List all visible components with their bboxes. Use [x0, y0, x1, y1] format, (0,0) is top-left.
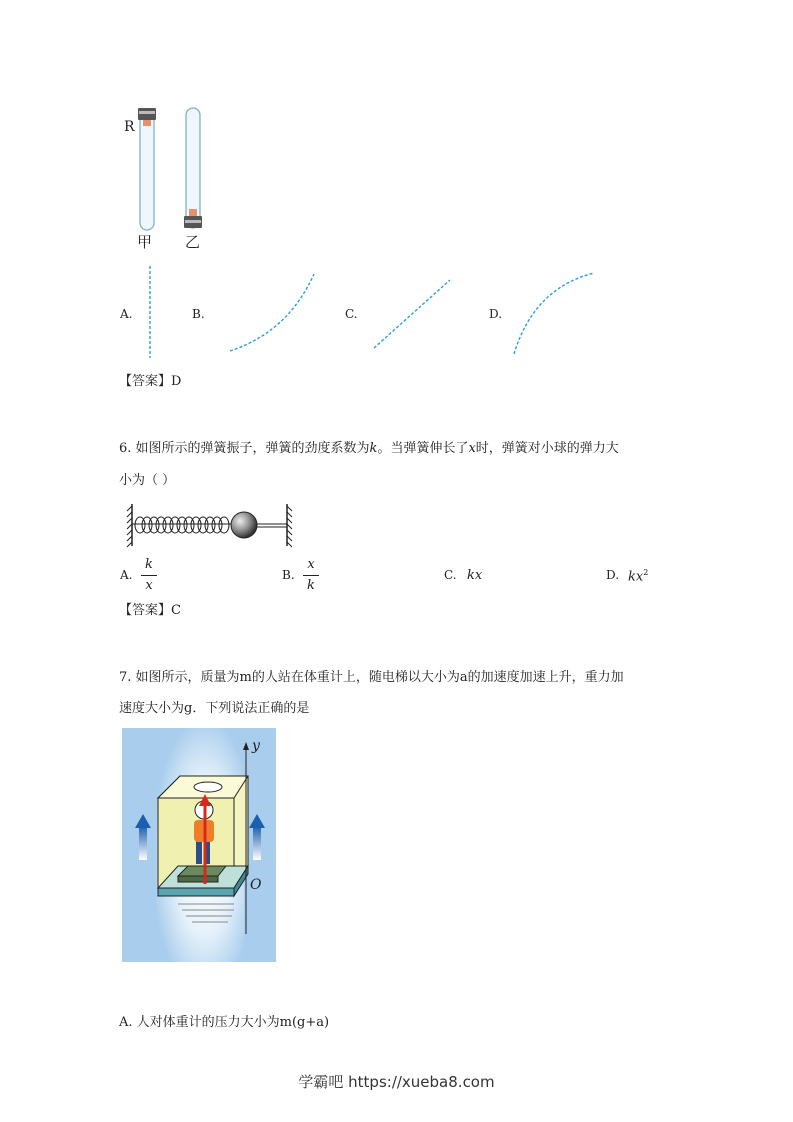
q5-option-c: C.	[345, 307, 358, 321]
curve-c	[374, 280, 450, 348]
q6-var-x: x	[468, 441, 476, 456]
q7-question-line1: 7. 如图所示，质量为m的人站在体重计上，随电梯以大小为a的加速度加速上升，重力加	[119, 670, 624, 685]
q6-option-c-value: kx	[467, 568, 483, 583]
q6-option-a-denominator: x	[145, 578, 153, 593]
q6-option-a-numerator: k	[145, 557, 153, 572]
label-yi: 乙	[185, 233, 201, 251]
curve-b	[230, 274, 314, 351]
q5-answer: 【答案】D	[119, 374, 182, 389]
elevator-figure	[122, 728, 276, 962]
q6-option-d-exponent: 2	[643, 568, 649, 577]
q6-text-mid: 。当弹簧伸长了	[377, 441, 469, 456]
q6-option-a-fraction	[141, 557, 157, 594]
q6-question-line1	[119, 437, 619, 456]
q7-question-line2: 速度大小为g．下列说法正确的是	[119, 701, 310, 716]
q6-option-d-value	[628, 569, 648, 583]
q5-option-a: A.	[120, 307, 133, 321]
q6-var-k: k	[369, 441, 378, 456]
label-jia: 甲	[137, 233, 153, 251]
q6-option-b-numerator: x	[307, 557, 315, 572]
q6-text-prefix: 6. 如图所示的弹簧振子，弹簧的劲度系数为	[119, 441, 370, 456]
q6-option-d-label: D.	[606, 568, 620, 582]
tube-jia-block	[143, 120, 151, 126]
q6-option-b-label: B.	[282, 568, 295, 582]
q6-question-line2: 小为（ ）	[119, 473, 176, 488]
tube-jia	[140, 110, 154, 230]
q6-text-suffix: 时，弹簧对小球的弹力大	[475, 441, 619, 456]
q5-option-b: B.	[192, 307, 205, 321]
curve-d	[514, 273, 594, 354]
ball	[231, 512, 257, 538]
axis-o-label: O	[250, 877, 262, 893]
fraction-bar	[303, 575, 319, 576]
q5-option-d: D.	[489, 307, 503, 321]
fraction-bar	[141, 575, 157, 576]
axis-y-label: y	[252, 738, 260, 754]
spring-oscillator-figure	[124, 500, 296, 552]
footer-watermark: 学霸吧 https://xueba8.com	[298, 1073, 495, 1091]
q6-option-b-denominator: k	[307, 578, 315, 593]
q6-answer: 【答案】C	[119, 603, 181, 618]
q7-option-a: A. 人对体重计的压力大小为m(g+a)	[119, 1015, 330, 1030]
q6-option-b-fraction	[303, 557, 319, 594]
tube-yi-block	[189, 209, 197, 216]
label-r: R	[124, 119, 135, 135]
q6-option-c-label: C.	[444, 568, 457, 582]
q6-option-a-label: A.	[120, 568, 133, 582]
q6-option-d-base: kx	[628, 569, 644, 585]
